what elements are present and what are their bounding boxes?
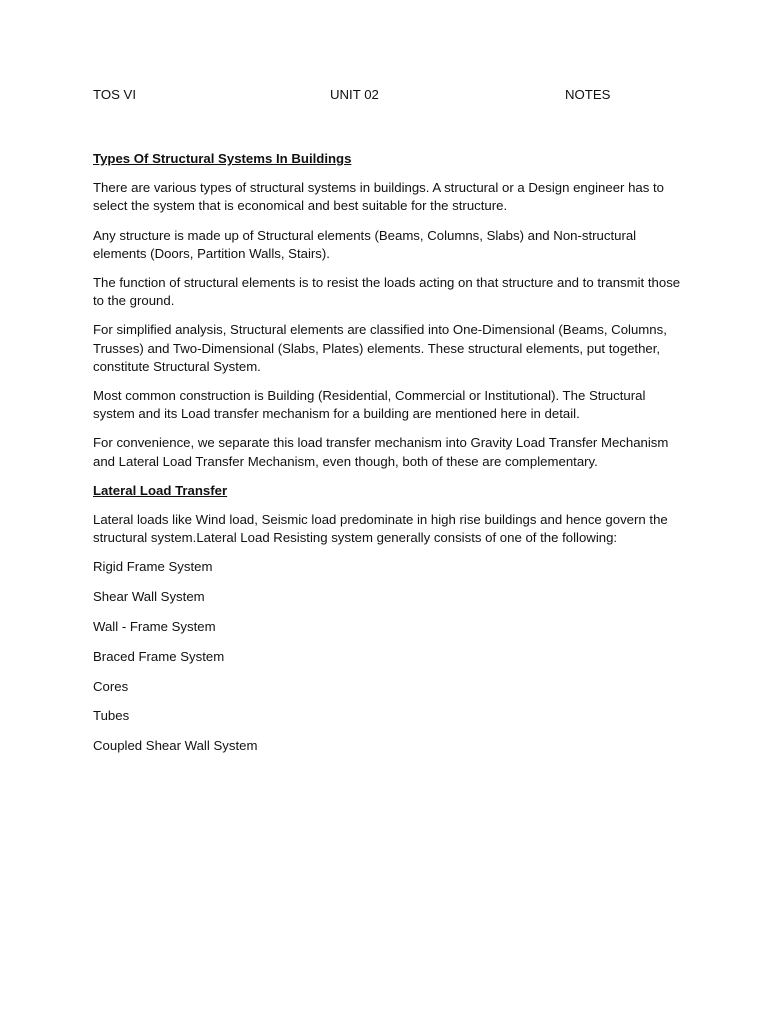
system-list-item: Braced Frame System: [93, 648, 225, 664]
header-course: TOS VI: [93, 87, 136, 102]
system-list-item: Rigid Frame System: [93, 559, 213, 575]
paragraph: There are various types of structural systems in buildings. A structural or a Design engineer has to select the system that is economical and best suitable for the structure.: [93, 180, 665, 214]
system-list-item: Shear Wall System: [93, 589, 205, 605]
system-list-item: Cores: [93, 678, 129, 694]
section-title-structural-systems: Types Of Structural Systems In Buildings: [93, 151, 352, 166]
paragraph: For simplified analysis, Structural elements are classified into One-Dimensional (Beams, Columns, Trusses) and Two-Dimensional (Slabs, Plates) elements. These structural elements, put together, constitute Structural System.: [93, 322, 667, 374]
system-list-item: Coupled Shear Wall System: [93, 738, 258, 754]
paragraph: Most common construction is Building (Residential, Commercial or Institutional). The Structural system and its Load transfer mechanism for a building are mentioned here in detail.: [93, 388, 646, 422]
paragraph: The function of structural elements is to resist the loads acting on that structure and to transmit those to the ground.: [93, 275, 681, 309]
system-list-item: Tubes: [93, 708, 130, 724]
page-header: [93, 86, 683, 106]
section-title-lateral-load: Lateral Load Transfer: [93, 482, 228, 498]
paragraph: Any structure is made up of Structural elements (Beams, Columns, Slabs) and Non-structural elements (Doors, Partition Walls, Stairs).: [93, 227, 637, 261]
paragraph-lateral-intro: Lateral loads like Wind load, Seismic load predominate in high rise buildings and hence govern the structural system.Lateral Load Resisting system generally consists of one of the following:: [93, 512, 668, 546]
document-page: [93, 86, 683, 767]
paragraph: For convenience, we separate this load transfer mechanism into Gravity Load Transfer Mechanism and Lateral Load Transfer Mechanism, even though, both of these are complementary.: [93, 435, 669, 469]
header-unit: UNIT 02: [330, 87, 379, 102]
header-notes: NOTES: [565, 87, 611, 102]
system-list-item: Wall - Frame System: [93, 619, 216, 635]
